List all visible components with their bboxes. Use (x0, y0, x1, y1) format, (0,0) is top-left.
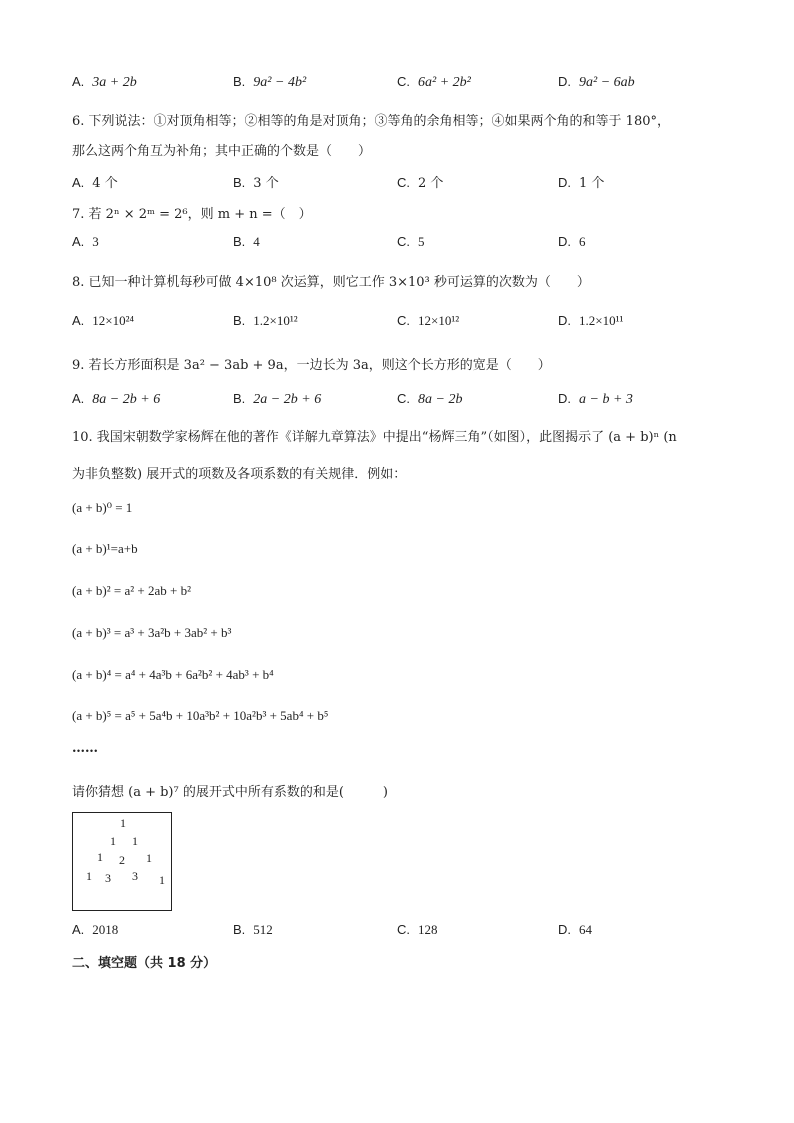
q6-option-d: D. 1 个 (558, 175, 605, 191)
q8-option-b: B. 1.2×10¹² (233, 313, 298, 328)
q10-option-d: D. 64 (558, 922, 592, 937)
q10-option-b: B. 512 (233, 922, 273, 937)
q7-option-a: A. 3 (72, 234, 99, 249)
q10-option-a: A. 2018 (72, 922, 119, 937)
q10-stem-line2: 为非负整数) 展开式的项数及各项系数的有关规律．例如： (72, 467, 407, 482)
triangle-number: 1 (146, 851, 152, 865)
ellipsis: …… (72, 741, 98, 756)
q9-option-c: C. 8a − 2b (397, 391, 463, 407)
q5-option-b: B. 9a² − 4b² (233, 74, 307, 90)
q6-stem-line1: 6. 下列说法：①对顶角相等；②相等的角是对顶角；③等角的余角相等；④如果两个角的和等于 180°， (72, 114, 670, 129)
q10-option-c: C. 128 (397, 922, 438, 937)
triangle-number: 1 (97, 850, 103, 864)
q7-option-d: D. 6 (558, 234, 586, 249)
yang-hui-triangle-figure (72, 812, 172, 911)
triangle-number: 1 (110, 834, 116, 848)
q6-option-a: A. 4 个 (72, 175, 118, 191)
expansion-row: (a + b)⁵ = a⁵ + 5a⁴b + 10a³b² + 10a²b³ + 5ab⁴ + b⁵ (72, 708, 329, 723)
triangle-number: 2 (119, 853, 125, 867)
triangle-number: 3 (105, 871, 111, 885)
q9-option-d: D. a − b + 3 (558, 391, 633, 407)
triangle-number: 1 (159, 873, 165, 887)
q5-option-d: D. 9a² − 6ab (558, 74, 635, 90)
q8-option-c: C. 12×10¹² (397, 313, 460, 328)
q6-stem-line2: 那么这两个角互为补角；其中正确的个数是（ ） (72, 144, 372, 159)
triangle-number: 1 (120, 816, 126, 830)
triangle-number: 1 (132, 834, 138, 848)
q7-option-b: B. 4 (233, 234, 260, 249)
q5-option-a: A. 3a + 2b (72, 74, 137, 90)
triangle-number: 1 (86, 869, 92, 883)
q8-option-d: D. 1.2×10¹¹ (558, 313, 624, 328)
q5-option-c: C. 6a² + 2b² (397, 74, 471, 90)
q6-option-c: C. 2 个 (397, 175, 444, 191)
expansion-row: (a + b)⁰ = 1 (72, 500, 133, 515)
q8-stem: 8. 已知一种计算机每秒可做 4×10⁸ 次运算，则它工作 3×10³ 秒可运算的次数为（ ） (72, 275, 590, 290)
q9-option-b: B. 2a − 2b + 6 (233, 391, 322, 407)
expansion-row: (a + b)¹=a+b (72, 541, 138, 556)
q10-question: 请你猜想 (a + b)⁷ 的展开式中所有系数的和是( ) (72, 785, 388, 800)
expansion-row: (a + b)³ = a³ + 3a²b + 3ab² + b³ (72, 625, 232, 640)
expansion-row: (a + b)⁴ = a⁴ + 4a³b + 6a²b² + 4ab³ + b⁴ (72, 667, 274, 682)
section-heading: 二、填空题（共 18 分） (72, 956, 217, 971)
q8-option-a: A. 12×10²⁴ (72, 313, 135, 328)
triangle-number: 3 (132, 869, 138, 883)
q9-stem: 9. 若长方形面积是 3a² − 3ab + 9a，一边长为 3a，则这个长方形的宽是（ ） (72, 358, 551, 373)
q7-stem: 7. 若 2ⁿ × 2ᵐ = 2⁶，则 m + n =（ ） (72, 207, 312, 222)
q10-stem-line1: 10. 我国宋朝数学家杨辉在他的著作《详解九章算法》中提出“杨辉三角”（如图），此图揭示了 (a + b)ⁿ (n (72, 430, 677, 445)
q7-option-c: C. 5 (397, 234, 425, 249)
q9-option-a: A. 8a − 2b + 6 (72, 391, 161, 407)
q6-option-b: B. 3 个 (233, 175, 279, 191)
expansion-row: (a + b)² = a² + 2ab + b² (72, 583, 191, 598)
